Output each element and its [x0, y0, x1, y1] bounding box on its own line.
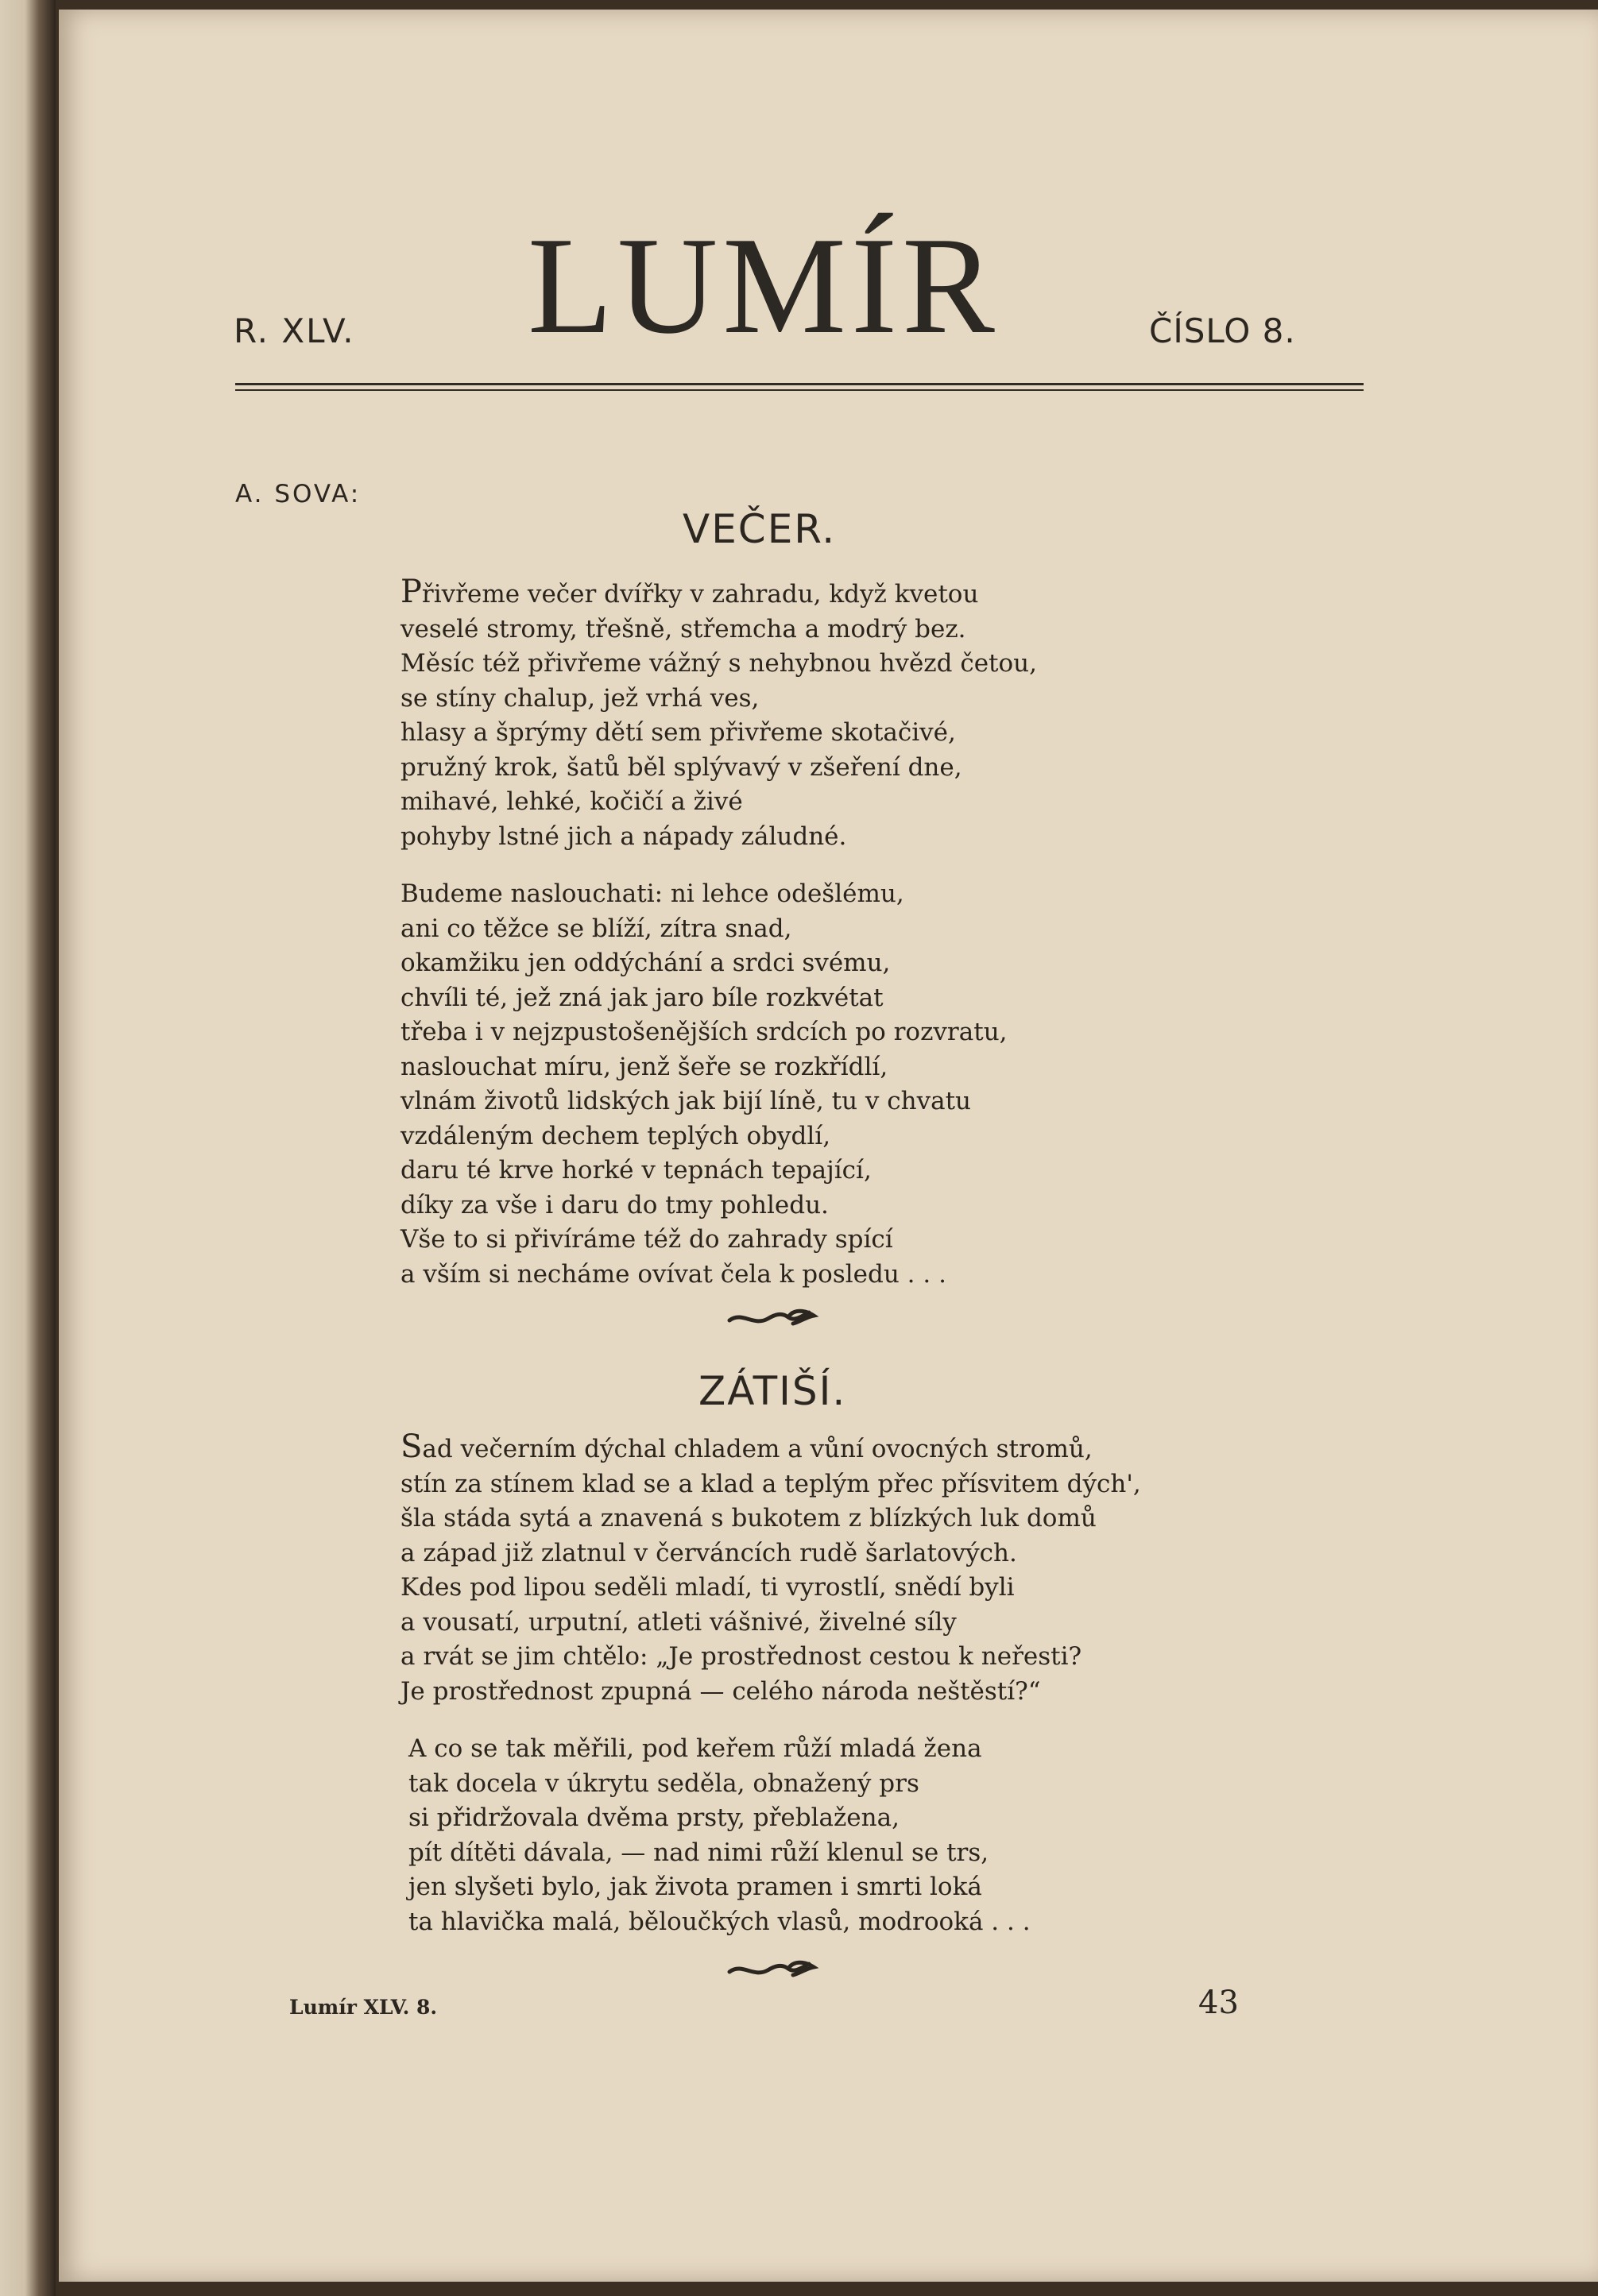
- fleuron-ornament: [726, 1958, 822, 1981]
- verse-line: stín za stínem klad se a klad a teplým přec přísvitem dých',: [400, 1469, 1141, 1498]
- signature-mark: Lumír XLV. 8.: [289, 1996, 438, 2019]
- issue-number: ČÍSLO 8.: [1149, 311, 1296, 350]
- masthead-rule-top: [235, 383, 1364, 385]
- verse-line: vlnám životů lidských jak bijí líně, tu v chvatu: [400, 1087, 971, 1115]
- verse-line: se stíny chalup, jež vrhá ves,: [400, 683, 760, 713]
- verse-line: šla stáda sytá a znavená s bukotem z blízkých luk domů: [400, 1504, 1097, 1533]
- magazine-title: LUMÍR: [528, 208, 1000, 362]
- page-number: 43: [1198, 1985, 1239, 2021]
- poem-title-vecer: VEČER.: [683, 506, 837, 552]
- author-name: A. SOVA:: [235, 480, 362, 508]
- verse-line: chvíli té, jež zná jak jaro bíle rozkvétat: [400, 983, 884, 1012]
- verse-line: mihavé, lehké, kočičí a živé: [400, 787, 743, 816]
- poem-1-stanza-1: [400, 575, 1037, 854]
- verse-line: veselé stromy, třešně, střemcha a modrý bez.: [400, 614, 966, 644]
- verse-line: Přivřeme večer dvířky v zahradu, když kvetou: [400, 574, 979, 610]
- magazine-page: [59, 10, 1598, 2282]
- verse-line: Je prostřednost zpupná — celého národa neštěstí?“: [400, 1676, 1041, 1706]
- verse-line: ta hlavička malá, běloučkých vlasů, modrooká . . .: [408, 1907, 1031, 1936]
- poem-1-stanza-2: [400, 877, 1008, 1292]
- verse-line: a rvát se jim chtělo: „Je prostřednost cestou k neřesti?: [400, 1642, 1082, 1671]
- verse-line: ani co těžce se blíží, zítra snad,: [400, 914, 792, 943]
- poem-2-stanza-2: [408, 1732, 1031, 1939]
- poem-2-stanza-1: [400, 1430, 1141, 1709]
- verse-line: a vším si necháme ovívat čela k posledu . . .: [400, 1259, 946, 1289]
- verse-line: A co se tak měřili, pod keřem růží mladá žena: [408, 1734, 982, 1763]
- verse-line: hlasy a šprýmy dětí sem přivřeme skotačivé,: [400, 718, 956, 747]
- verse-line: Měsíc též přivřeme vážný s nehybnou hvězd četou,: [400, 649, 1037, 678]
- fleuron-ornament: [726, 1306, 822, 1330]
- verse-line: vzdáleným dechem teplých obydlí,: [400, 1121, 831, 1150]
- verse-line: Kdes pod lipou seděli mladí, ti vyrostlí, snědí byli: [400, 1573, 1015, 1602]
- verse-line: tak docela v úkrytu seděla, obnažený prs: [408, 1768, 919, 1798]
- verse-line: daru té krve horké v tepnách tepající,: [400, 1156, 872, 1185]
- verse-line: pružný krok, šatů běl splývavý v zšeření dne,: [400, 752, 962, 782]
- verse-line: Budeme naslouchati: ni lehce odešlému,: [400, 879, 904, 908]
- verse-line: Sad večerním dýchal chladem a vůní ovocných stromů,: [400, 1428, 1093, 1465]
- masthead-rule-bottom: [235, 389, 1364, 391]
- previous-page-edge: [0, 0, 56, 2296]
- verse-line: díky za vše i daru do tmy pohledu.: [400, 1190, 829, 1220]
- verse-line: okamžiku jen oddýchání a srdci svému,: [400, 949, 891, 977]
- verse-line: pít dítěti dávala, — nad nimi růží klenul se trs,: [408, 1838, 989, 1867]
- volume-number: R. XLV.: [234, 311, 355, 350]
- verse-line: si přidržovala dvěma prsty, přeblažena,: [408, 1803, 900, 1832]
- verse-line: a vousatí, urputní, atleti vášnivé, živelné síly: [400, 1607, 957, 1637]
- verse-line: a západ již zlatnul v červáncích rudě šarlatových.: [400, 1538, 1017, 1567]
- poem-title-zatisi: ZÁTIŠÍ.: [698, 1368, 847, 1414]
- verse-line: pohyby lstné jich a nápady záludné.: [400, 821, 847, 851]
- verse-line: naslouchat míru, jenž šeře se rozkřídlí,: [400, 1052, 888, 1081]
- verse-line: třeba i v nejzpustošenějších srdcích po rozvratu,: [400, 1018, 1008, 1046]
- verse-line: jen slyšeti bylo, jak života pramen i smrti loká: [408, 1873, 982, 1901]
- verse-line: Vše to si přivíráme též do zahrady spící: [400, 1225, 893, 1254]
